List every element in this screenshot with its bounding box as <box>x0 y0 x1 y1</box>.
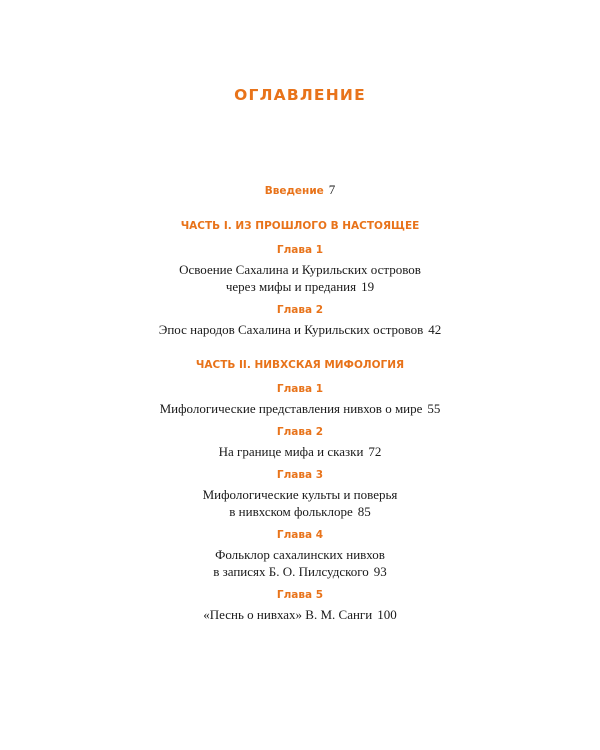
part-title: ЧАСТЬ II. НИВХСКАЯ МИФОЛОГИЯ <box>195 359 405 371</box>
page-number: 7 <box>328 182 336 197</box>
page-number: 100 <box>377 607 397 622</box>
chapter-title-line: «Песнь о нивхах» В. М. Санги <box>203 607 373 622</box>
page-number: 93 <box>373 564 387 579</box>
toc-entry-part2-ch5[interactable] <box>0 588 600 623</box>
chapter-title-line: Эпос народов Сахалина и Курильских островов <box>158 322 424 337</box>
part-2 <box>0 358 600 623</box>
intro-label: Введение <box>264 185 324 197</box>
chapter-label: Глава 2 <box>276 426 324 438</box>
chapter-title-line: На границе мифа и сказки <box>218 444 364 459</box>
page-number: 55 <box>427 401 441 416</box>
chapter-title-line: в нивхском фольклоре <box>229 504 353 519</box>
toc-entry-part1-ch1[interactable] <box>0 243 600 295</box>
chapter-title-line: Мифологические культы и поверья <box>202 487 398 502</box>
toc-entry-part2-ch3[interactable] <box>0 468 600 520</box>
toc-entry-part2-ch1[interactable] <box>0 382 600 417</box>
toc-intro-entry[interactable] <box>0 180 600 201</box>
chapter-title-line: Фольклор сахалинских нивхов <box>215 547 385 562</box>
chapter-label: Глава 4 <box>276 529 324 541</box>
part-title: ЧАСТЬ I. ИЗ ПРОШЛОГО В НАСТОЯЩЕЕ <box>180 220 420 232</box>
chapter-title-line: через мифы и предания <box>225 279 357 294</box>
toc-entry-part1-ch2[interactable] <box>0 303 600 338</box>
chapter-label: Глава 3 <box>276 469 324 481</box>
chapter-title-line: Освоение Сахалина и Курильских островов <box>179 262 421 277</box>
toc-entry-part2-ch4[interactable] <box>0 528 600 580</box>
chapter-label: Глава 2 <box>276 304 324 316</box>
page-number: 72 <box>368 444 382 459</box>
table-of-contents <box>0 180 600 631</box>
toc-entry-part2-ch2[interactable] <box>0 425 600 460</box>
page-number: 85 <box>357 504 371 519</box>
page-number: 19 <box>361 279 375 294</box>
page-number: 42 <box>428 322 442 337</box>
chapter-title-line: Мифологические представления нивхов о мире <box>159 401 423 416</box>
chapter-label: Глава 5 <box>276 589 324 601</box>
chapter-label: Глава 1 <box>276 244 324 256</box>
page-title: ОГЛАВЛЕНИЕ <box>234 86 366 104</box>
part-1 <box>0 219 600 338</box>
chapter-title-line: в записях Б. О. Пилсудского <box>213 564 369 579</box>
chapter-label: Глава 1 <box>276 383 324 395</box>
